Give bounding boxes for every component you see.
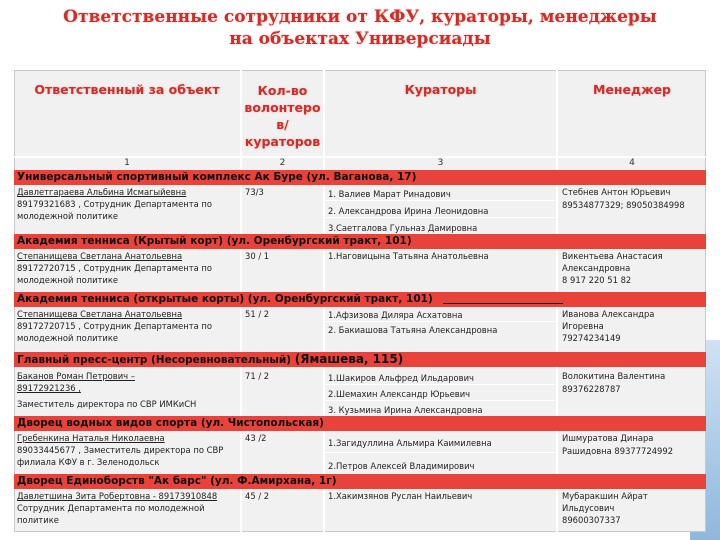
section-heading: Дворец Единоборств "Ак барс" (ул. Ф.Амирхана, 1г) <box>14 474 706 489</box>
header-manager: Менеджер <box>593 82 671 97</box>
curators-cell <box>328 370 483 418</box>
responsible-cell <box>17 490 217 526</box>
responsible-cell <box>17 186 212 222</box>
manager-line: Мубаракшин Айрат <box>562 491 648 501</box>
manager-cell <box>562 432 673 458</box>
column-number: 4 <box>629 158 635 168</box>
curator-item: 1.Загидуллина Альмира Каимилевна <box>328 438 492 448</box>
responsible-cell <box>17 370 196 410</box>
curators-cell <box>328 432 492 478</box>
responsible-name: Баканов Роман Петрович – <box>17 371 135 381</box>
responsible-cell <box>17 432 223 468</box>
section-heading-text: Главный пресс-центр (Несоревновательный) <box>17 354 292 366</box>
manager-line: Волокитина Валентина <box>562 371 666 381</box>
volunteer-count: 73/3 <box>245 187 264 197</box>
responsible-name: Степанищева Светлана Анатольевна <box>17 251 183 261</box>
curator-item: 2.Петров Алексей Владимирович <box>328 461 475 471</box>
header-volunteers-line: волонтеро <box>244 100 321 115</box>
curator-item: 2.Шемахин Александр Юрьевич <box>328 389 471 399</box>
underline-decoration <box>443 294 563 304</box>
volunteer-count: 71 / 2 <box>245 371 270 381</box>
responsible-line: 89172921236 , <box>17 383 81 393</box>
responsible-line: Сотрудник Департамента по молодежной <box>17 503 205 513</box>
manager-cell <box>562 490 648 526</box>
volunteer-count: 45 / 2 <box>245 491 270 501</box>
section-heading: Универсальный спортивный комплекс Ак Буре (ул. Ваганова, 17) <box>14 170 706 185</box>
curators-cell <box>328 490 472 502</box>
curator-item: 1.Наговицына Татьяна Анатольевна <box>328 251 489 261</box>
manager-line: Викентьева Анастасия <box>562 251 663 261</box>
manager-line: Александровна <box>562 263 631 273</box>
volunteer-count: 51 / 2 <box>245 309 270 319</box>
manager-cell <box>562 370 665 396</box>
curator-item: 2. Бакиашова Татьяна Александровна <box>328 325 498 335</box>
header-responsible: Ответственный за объект <box>34 82 220 97</box>
manager-cell <box>562 250 663 286</box>
curator-item: 3.Саетгалова Гульназ Дамировна <box>328 223 478 233</box>
manager-line: 89600307337 <box>562 515 621 525</box>
responsible-line: 89172720715 , Сотрудник Департамента по <box>17 263 213 273</box>
responsible-line: молодежной политике <box>17 333 119 343</box>
curators-cell <box>328 186 488 237</box>
row-separator <box>325 384 556 385</box>
responsible-line: молодежной политике <box>17 211 119 221</box>
section-heading-text: Академия тенниса (открытые корты) (ул. Оренбургский тракт, 101) <box>17 293 433 305</box>
row-separator <box>325 321 556 322</box>
row-separator <box>325 217 556 218</box>
section-heading: Академия тенниса (Крытый корт) (ул. Оренбургский тракт, 101) <box>14 234 706 249</box>
manager-line: Рашидовна 89377724992 <box>562 446 674 456</box>
row-separator <box>325 200 556 201</box>
manager-line: Иванова Александра <box>562 309 655 319</box>
manager-line: 89534877329; 89050384998 <box>562 200 685 210</box>
manager-line: 8 917 220 51 82 <box>562 275 632 285</box>
responsible-line: 89172720715 , Сотрудник Департамента по <box>17 321 213 331</box>
manager-line: Ильдусович <box>562 503 615 513</box>
header-volunteers-line: кураторов <box>244 134 321 149</box>
responsible-line: политике <box>17 515 59 525</box>
responsible-cell <box>17 308 212 344</box>
curator-item: 1. Валиев Марат Ринадович <box>328 189 451 199</box>
responsible-name: Давлетгараева Альбина Исмагыйевна <box>17 187 187 197</box>
responsible-line: Заместитель директора по СВР ИМКиСН <box>17 399 197 409</box>
page-title <box>0 6 720 50</box>
volunteer-count: 43 /2 <box>245 433 267 443</box>
manager-cell <box>562 308 654 344</box>
column-number: 2 <box>279 158 286 168</box>
manager-cell <box>562 186 685 212</box>
curators-cell <box>328 308 497 338</box>
curator-item: 3. Кузьмина Ирина Александровна <box>328 405 483 415</box>
responsible-cell <box>17 250 212 286</box>
section-heading: Дворец водных видов спорта (ул. Чистопольская) <box>14 416 706 431</box>
row-separator <box>325 400 556 401</box>
section-heading <box>14 292 706 307</box>
title-line-2: на объектах Универсиады <box>229 29 491 49</box>
header-volunteers-line: Кол-во <box>257 83 308 98</box>
responsible-name: Давлетшина Зита Робертовна - 89173910848 <box>17 491 218 501</box>
volunteer-count: 30 / 1 <box>245 251 270 261</box>
curators-cell <box>328 250 489 262</box>
manager-line: Стебнев Антон Юрьевич <box>562 187 671 197</box>
responsible-name: Гребенкина Наталья Николаевна <box>17 433 165 443</box>
curator-item: 1.Шакиров Альфред Ильдарович <box>328 373 474 383</box>
manager-line: Игоревна <box>562 321 604 331</box>
curator-item: 1.Хакимзянов Руслан Наильевич <box>328 491 473 501</box>
responsible-line: филиала КФУ в г. Зеленодольск <box>17 457 160 467</box>
manager-line: 89376228787 <box>562 384 621 394</box>
responsible-name: Степанищева Светлана Анатольевна <box>17 309 183 319</box>
responsible-line: молодежной политике <box>17 275 119 285</box>
title-line-1: Ответственные сотрудники от КФУ, кураторы, менеджеры <box>63 7 657 27</box>
column-number: 3 <box>437 158 444 168</box>
manager-line: 79274234149 <box>562 333 621 343</box>
manager-line: Ишмуратова Динара <box>562 433 654 443</box>
row-separator <box>325 452 556 453</box>
section-heading-tail: (Ямашева, 115) <box>294 352 404 366</box>
responsible-line: 89033445677 , Заместитель директора по СВР <box>17 445 224 455</box>
header-volunteers-line: в/ <box>276 117 289 132</box>
header-curators: Кураторы <box>404 82 477 97</box>
curator-item: 1.Афзизова Диляра Асхатовна <box>328 310 463 320</box>
responsible-line: 89179321683 , Сотрудник Департамента по <box>17 199 213 209</box>
header-volunteers <box>242 82 323 150</box>
section-heading <box>14 352 706 367</box>
curator-item: 2. Александрова Ирина Леонидовна <box>328 206 489 216</box>
column-number: 1 <box>124 158 130 168</box>
